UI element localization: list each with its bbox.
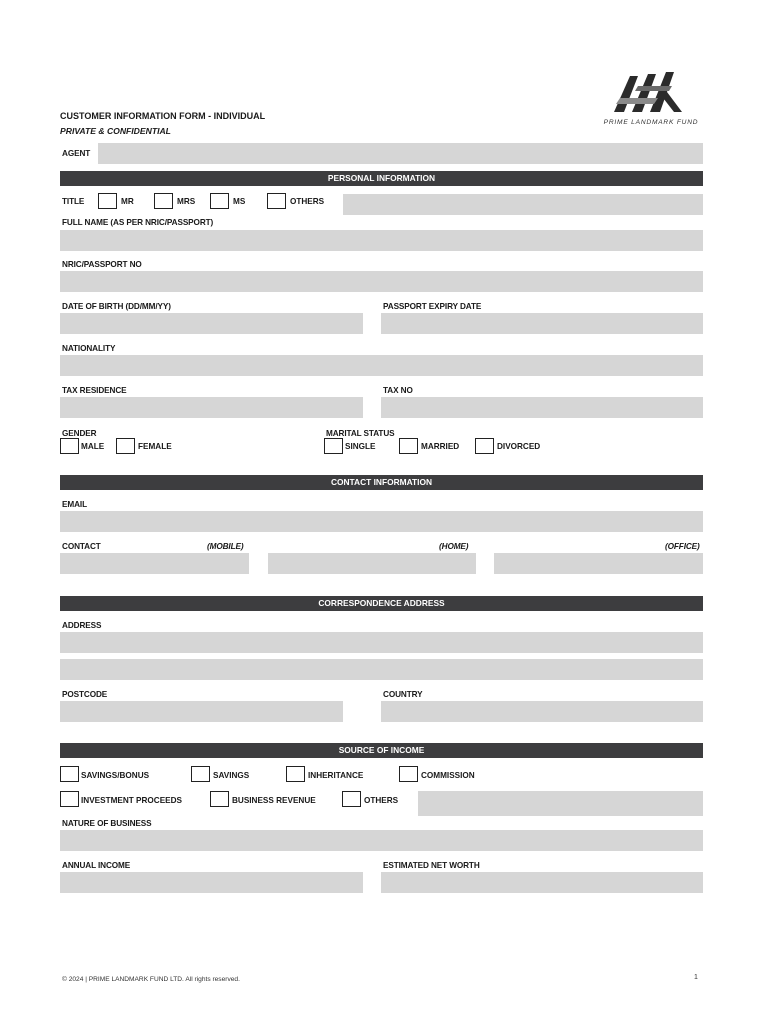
income-savings-bonus-checkbox[interactable] [60,766,79,782]
address-line2-field[interactable] [60,659,703,680]
office-label: (OFFICE) [665,542,700,551]
mobile-label: (MOBILE) [207,542,244,551]
title-others-label: OTHERS [290,197,325,206]
home-label: (HOME) [439,542,469,551]
income-investment-proceeds-checkbox[interactable] [60,791,79,807]
marital-single-label: SINGLE [345,442,376,451]
address-line1-field[interactable] [60,632,703,653]
title-mrs-label: MRS [177,197,196,206]
income-inheritance-label: INHERITANCE [308,771,364,780]
agent-label: AGENT [62,149,91,158]
gender-male-checkbox[interactable] [60,438,79,454]
net-worth-field[interactable] [381,872,703,893]
marital-single-checkbox[interactable] [324,438,343,454]
annual-income-field[interactable] [60,872,363,893]
dob-label: DATE OF BIRTH (DD/MM/YY) [62,302,171,311]
postcode-field[interactable] [60,701,343,722]
home-field[interactable] [268,553,476,574]
form-title: CUSTOMER INFORMATION FORM - INDIVIDUAL [60,111,266,121]
title-others-checkbox[interactable] [267,193,286,209]
title-others-field[interactable] [343,194,703,215]
correspondence-section-header: CORRESPONDENCE ADDRESS [60,596,703,611]
net-worth-label: ESTIMATED NET WORTH [383,861,480,870]
nature-of-business-field[interactable] [60,830,703,851]
title-mr-label: MR [121,197,134,206]
email-label: EMAIL [62,500,87,509]
income-section-header: SOURCE OF INCOME [60,743,703,758]
marital-divorced-checkbox[interactable] [475,438,494,454]
income-commission-label: COMMISSION [421,771,475,780]
nationality-field[interactable] [60,355,703,376]
gender-male-label: MALE [81,442,105,451]
title-label: TITLE [62,197,85,206]
income-others-label: OTHERS [364,796,399,805]
country-field[interactable] [381,701,703,722]
office-field[interactable] [494,553,703,574]
form-subtitle: PRIVATE & CONFIDENTIAL [60,126,171,136]
company-logo [612,68,692,116]
mobile-field[interactable] [60,553,249,574]
nationality-label: NATIONALITY [62,344,116,353]
tax-no-label: TAX NO [383,386,413,395]
title-ms-checkbox[interactable] [210,193,229,209]
agent-field[interactable] [98,143,703,164]
income-savings-label: SAVINGS [213,771,250,780]
tax-residence-label: TAX RESIDENCE [62,386,127,395]
postcode-label: POSTCODE [62,690,108,699]
contact-section-header: CONTACT INFORMATION [60,475,703,490]
income-business-revenue-label: BUSINESS REVENUE [232,796,316,805]
tax-residence-field[interactable] [60,397,363,418]
income-savings-checkbox[interactable] [191,766,210,782]
marital-married-checkbox[interactable] [399,438,418,454]
income-investment-proceeds-label: INVESTMENT PROCEEDS [81,796,182,805]
fullname-label: FULL NAME (AS PER NRIC/PASSPORT) [62,218,214,227]
nric-field[interactable] [60,271,703,292]
annual-income-label: ANNUAL INCOME [62,861,131,870]
gender-female-label: FEMALE [138,442,172,451]
income-business-revenue-checkbox[interactable] [210,791,229,807]
income-commission-checkbox[interactable] [399,766,418,782]
contact-label: CONTACT [62,542,101,551]
personal-section-header: PERSONAL INFORMATION [60,171,703,186]
marital-divorced-label: DIVORCED [497,442,541,451]
gender-label: GENDER [62,429,97,438]
title-ms-label: MS [233,197,246,206]
footer-copyright: © 2024 | PRIME LANDMARK FUND LTD. All rights reserved. [62,976,240,983]
address-label: ADDRESS [62,621,102,630]
email-field[interactable] [60,511,703,532]
country-label: COUNTRY [383,690,423,699]
title-mrs-checkbox[interactable] [154,193,173,209]
nature-of-business-label: NATURE OF BUSINESS [62,819,152,828]
income-inheritance-checkbox[interactable] [286,766,305,782]
marital-married-label: MARRIED [421,442,460,451]
nric-label: NRIC/PASSPORT NO [62,260,142,269]
gender-female-checkbox[interactable] [116,438,135,454]
page-number: 1 [694,974,698,981]
dob-field[interactable] [60,313,363,334]
income-others-field[interactable] [418,791,703,816]
income-others-checkbox[interactable] [342,791,361,807]
passport-expiry-field[interactable] [381,313,703,334]
marital-status-label: MARITAL STATUS [326,429,395,438]
tax-no-field[interactable] [381,397,703,418]
income-savings-bonus-label: SAVINGS/BONUS [81,771,150,780]
passport-expiry-label: PASSPORT EXPIRY DATE [383,302,482,311]
fullname-field[interactable] [60,230,703,251]
title-mr-checkbox[interactable] [98,193,117,209]
logo-text: PRIME LANDMARK FUND [603,119,699,126]
